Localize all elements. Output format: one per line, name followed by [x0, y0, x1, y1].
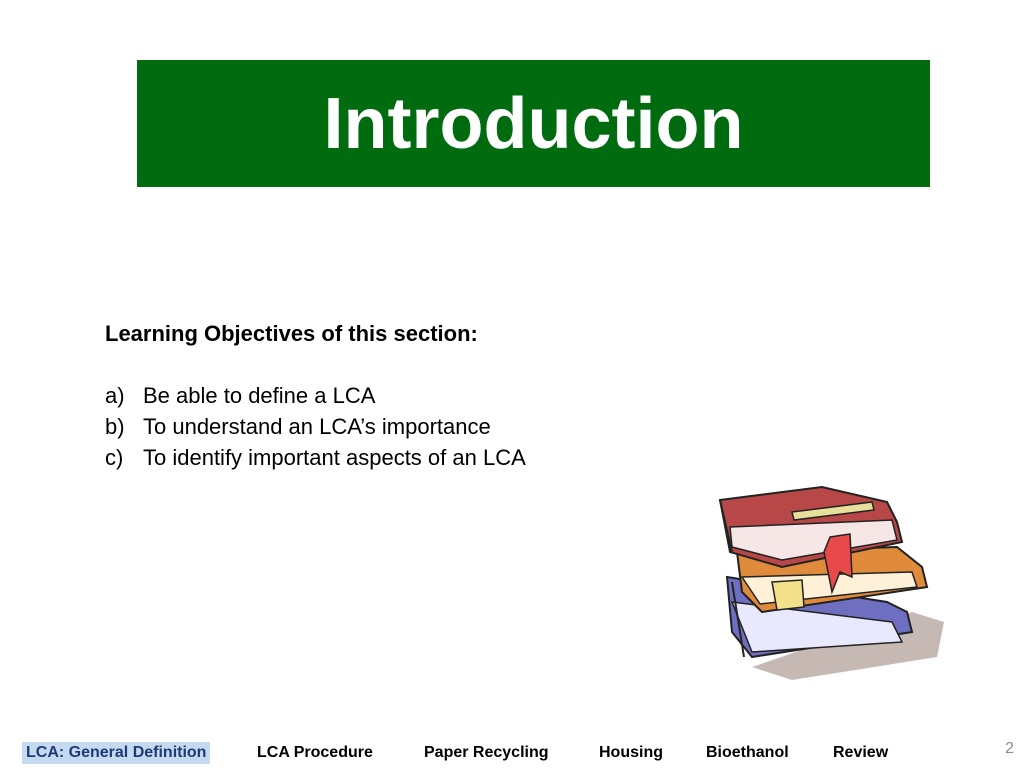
objective-item [105, 442, 665, 473]
nav-housing[interactable]: Housing [599, 744, 663, 761]
objective-marker: a) [105, 383, 125, 408]
objective-marker: b) [105, 414, 125, 439]
nav-review[interactable]: Review [833, 744, 889, 761]
nav-paper-recycling[interactable]: Paper Recycling [424, 744, 549, 761]
objective-text: Be able to define a LCA [143, 383, 376, 408]
objective-text: To identify important aspects of an LCA [143, 445, 526, 470]
section-navigation [0, 738, 1024, 768]
objective-item [105, 411, 665, 442]
objectives-heading: Learning Objectives of this section: [105, 321, 478, 346]
stack-of-books-icon [712, 482, 944, 682]
nav-lca-general-definition[interactable]: LCA: General Definition [22, 742, 210, 764]
page-number: 2 [1005, 740, 1014, 757]
objective-marker: c) [105, 445, 124, 470]
objective-item [105, 380, 665, 411]
objective-text: To understand an LCA’s importance [143, 414, 491, 439]
title-banner [137, 60, 930, 187]
learning-objectives [105, 318, 665, 473]
slide-title: Introduction [323, 83, 744, 164]
nav-lca-procedure[interactable]: LCA Procedure [257, 744, 373, 761]
nav-bioethanol[interactable]: Bioethanol [706, 744, 789, 761]
